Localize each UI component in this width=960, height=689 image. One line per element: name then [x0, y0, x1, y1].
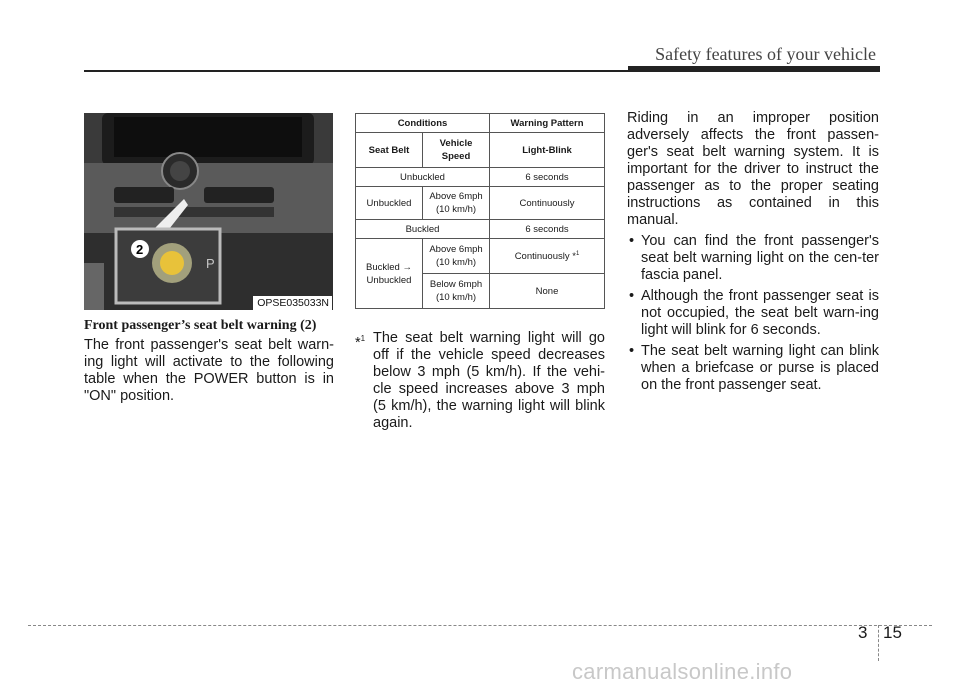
improper-position-paragraph: Riding in an improper position adversely affects the front passen-ger's seat belt warning system. It is important for the driver to instruct the passenger as to the proper seating instructions as contained in this manual.: [627, 110, 879, 228]
cell-condition: Buckled: [356, 220, 490, 239]
cell-pattern: [490, 239, 605, 274]
page-number: 15: [883, 623, 902, 642]
cell-speed-mph: Below 6mph: [429, 279, 483, 290]
list-item: [627, 288, 879, 339]
table-header-row: [356, 114, 605, 133]
list-item-text: The seat belt warning light can blink when a briefcase or purse is placed on the front passenger seat.: [641, 343, 879, 393]
cell-speed-kmh: (10 km/h): [435, 204, 477, 215]
cell-pattern: Continuously: [490, 187, 605, 220]
cell-speed-kmh: (10 km/h): [435, 257, 477, 268]
cell-pattern-text: Continuously *: [514, 251, 576, 263]
subheader-seat-belt: Seat Belt: [356, 133, 423, 168]
bullet-glyph: •: [629, 233, 635, 249]
warning-pattern-table: [355, 113, 605, 309]
page-number-separator: [878, 625, 879, 661]
intro-paragraph: The front passenger's seat belt warn-ing light will activate to the following table when the POWER button is in "ON" position.: [84, 337, 334, 404]
table-row: [356, 220, 605, 239]
footnote-text: The seat belt warning light will go off if the vehicle speed decreases below 3 mph (5 km/h). If the vehi-cle speed increases above 3 mph (5 km/h), the warning light will blink again.: [373, 330, 605, 431]
table-row: [356, 239, 605, 274]
figure-title: Front passenger’s seat belt warning (2): [84, 318, 317, 333]
cell-speed: [423, 274, 490, 309]
subheader-light-blink: Light-Blink: [490, 133, 605, 168]
subheader-vehicle-speed: Vehicle Speed: [423, 133, 490, 168]
cell-speed: [423, 187, 490, 220]
list-item-text: You can find the front passenger's seat belt warning light on the cen-ter fascia panel.: [641, 233, 879, 283]
bullet-glyph: •: [629, 343, 635, 359]
list-item: [627, 233, 879, 284]
table-subheader-row: [356, 133, 605, 168]
header-warning-pattern: Warning Pattern: [490, 114, 605, 133]
table-row: [356, 168, 605, 187]
cell-belt: Buckled → Unbuckled: [356, 239, 423, 309]
list-item: [627, 343, 879, 394]
cell-speed: [423, 239, 490, 274]
cell-belt: Unbuckled: [356, 187, 423, 220]
cell-speed-mph: Above 6mph: [429, 244, 483, 255]
dashboard-illustration: [84, 113, 333, 310]
running-header-title: Safety features of your vehicle: [655, 44, 876, 64]
footnote: [355, 330, 605, 432]
cell-speed-mph: Above 6mph: [429, 191, 483, 202]
footnote-asterisk: *: [355, 334, 361, 351]
watermark: carmanualsonline.info: [572, 659, 793, 684]
bullet-list: [627, 233, 879, 394]
cell-speed-kmh: (10 km/h): [435, 292, 477, 303]
footer-rule: [28, 625, 932, 626]
bullet-glyph: •: [629, 288, 635, 304]
list-item-text: Although the front passenger seat is not occupied, the seat belt warn-ing light will blink for 6 seconds.: [641, 288, 879, 338]
svg-text:P: P: [206, 256, 215, 271]
header-conditions: Conditions: [356, 114, 490, 133]
footnote-ref: 1: [575, 251, 580, 258]
chapter-number: 3: [858, 623, 868, 642]
figure-code: OPSE035033N: [253, 296, 332, 310]
footnote-mark: [355, 330, 365, 352]
cell-condition: Unbuckled: [356, 168, 490, 187]
callout-number: 2: [136, 242, 144, 257]
table-row: [356, 187, 605, 220]
cell-pattern: None: [490, 274, 605, 309]
header-tab-bar: [628, 66, 880, 72]
seat-belt-warning-photo: [84, 113, 333, 310]
cell-pattern: 6 seconds: [490, 220, 605, 239]
right-column: [627, 110, 879, 398]
cell-pattern: 6 seconds: [490, 168, 605, 187]
footnote-number: 1: [360, 334, 366, 343]
